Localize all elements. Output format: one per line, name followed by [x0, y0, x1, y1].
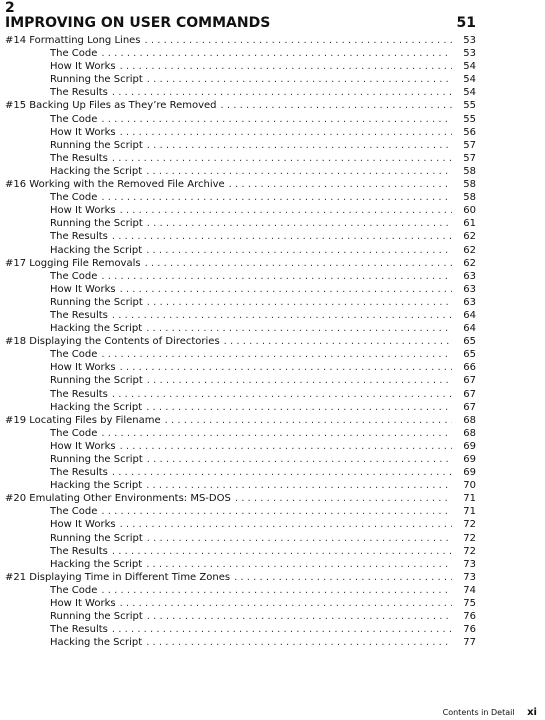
toc-entry[interactable]: [5, 178, 476, 191]
toc-entry-label: How It Works: [50, 519, 116, 531]
toc-entry-page-number: 57: [463, 139, 476, 151]
toc-subentry[interactable]: [5, 597, 476, 610]
dot-leader: [147, 296, 452, 309]
toc-subentry[interactable]: [5, 623, 476, 636]
toc-entry-page-number: 72: [463, 545, 476, 557]
toc-subentry[interactable]: [5, 113, 476, 126]
toc-entry[interactable]: [5, 335, 476, 348]
toc-entry-label: The Results: [50, 152, 108, 164]
toc-entry-label: The Results: [50, 309, 108, 321]
toc-entry-label: How It Works: [50, 126, 116, 138]
dot-leader: [120, 283, 452, 296]
toc-entry-label: Running the Script: [50, 611, 143, 623]
dot-leader: [224, 335, 452, 348]
toc-entry-page-number: 55: [463, 113, 476, 125]
footer-page-number: xi: [527, 707, 537, 718]
toc-entry-page-number: 53: [463, 35, 476, 46]
toc-entry-label: #20 Emulating Other Environments: MS-DOS: [5, 493, 231, 505]
toc-entry[interactable]: [5, 571, 476, 584]
toc-entry-page-number: 65: [463, 349, 476, 361]
dot-leader: [112, 230, 452, 243]
dot-leader: [101, 584, 452, 597]
toc-subentry[interactable]: [5, 165, 476, 178]
toc-entry-label: Hacking the Script: [50, 165, 143, 177]
toc-entry[interactable]: [5, 492, 476, 505]
toc-entry-page-number: 64: [463, 309, 476, 321]
dot-leader: [147, 453, 452, 466]
toc-entry-page-number: 69: [463, 454, 476, 465]
footer-label: Contents in Detail: [442, 708, 515, 717]
toc-subentry[interactable]: [5, 584, 476, 597]
dot-leader: [145, 34, 452, 47]
dot-leader: [101, 505, 452, 518]
dot-leader: [112, 152, 452, 165]
dot-leader: [146, 558, 452, 571]
page-footer: [443, 707, 537, 719]
toc-subentry[interactable]: [5, 610, 476, 623]
toc-subentry[interactable]: [5, 60, 476, 73]
toc-entry-label: How It Works: [50, 362, 116, 374]
toc-entry-page-number: 76: [463, 611, 476, 623]
toc-entry-label: Hacking the Script: [50, 637, 143, 649]
dot-leader: [120, 126, 452, 139]
toc-subentry[interactable]: [5, 518, 476, 531]
toc-entry-page-number: 54: [463, 61, 476, 73]
toc-entry-label: Hacking the Script: [50, 480, 143, 492]
toc-entry-page-number: 70: [463, 480, 476, 492]
toc-entry-label: How It Works: [50, 205, 116, 217]
toc-subentry[interactable]: [5, 427, 476, 440]
toc-entry-page-number: 67: [463, 401, 476, 413]
dot-leader: [112, 86, 452, 99]
toc-entry-label: Running the Script: [50, 139, 143, 151]
toc-entry-page-number: 54: [463, 74, 476, 86]
toc-entry-label: #16 Working with the Removed File Archive: [5, 179, 225, 191]
toc-subentry[interactable]: [5, 545, 476, 558]
toc-entry-label: Running the Script: [50, 454, 143, 465]
dot-leader: [146, 636, 452, 649]
toc-entry-page-number: 63: [463, 296, 476, 308]
toc-entry-page-number: 71: [463, 493, 476, 505]
dot-leader: [145, 257, 452, 270]
toc-entry-page-number: 73: [463, 558, 476, 570]
toc-entry-page-number: 57: [463, 152, 476, 164]
toc-entry-label: Hacking the Script: [50, 323, 143, 335]
toc-entry-page-number: 63: [463, 270, 476, 282]
toc-entry-label: The Results: [50, 87, 108, 99]
table-of-contents: [5, 34, 476, 649]
toc-entry-label: The Code: [50, 584, 98, 596]
toc-subentry[interactable]: [5, 479, 476, 492]
dot-leader: [146, 401, 452, 414]
dot-leader: [147, 217, 452, 230]
toc-entry-label: #19 Locating Files by Filename: [5, 414, 161, 426]
toc-subentry[interactable]: [5, 636, 476, 649]
dot-leader: [112, 623, 452, 636]
toc-entry-page-number: 54: [463, 87, 476, 99]
toc-subentry[interactable]: [5, 309, 476, 322]
toc-entry-page-number: 73: [463, 571, 476, 583]
dot-leader: [120, 518, 452, 531]
toc-subentry[interactable]: [5, 47, 476, 60]
toc-subentry[interactable]: [5, 440, 476, 453]
dot-leader: [229, 178, 452, 191]
dot-leader: [101, 191, 452, 204]
dot-leader: [147, 532, 452, 545]
toc-entry-label: Running the Script: [50, 375, 143, 387]
dot-leader: [221, 99, 452, 112]
dot-leader: [101, 113, 452, 126]
dot-leader: [112, 466, 452, 479]
dot-leader: [146, 165, 452, 178]
toc-subentry[interactable]: [5, 139, 476, 152]
toc-entry-page-number: 62: [463, 244, 476, 256]
toc-entry-label: The Code: [50, 113, 98, 125]
toc-entry-page-number: 55: [463, 100, 476, 112]
toc-entry-page-number: 63: [463, 283, 476, 295]
toc-entry-label: How It Works: [50, 61, 116, 73]
toc-entry-label: The Code: [50, 506, 98, 518]
toc-subentry[interactable]: [5, 152, 476, 165]
dot-leader: [234, 571, 452, 584]
toc-entry[interactable]: [5, 99, 476, 112]
toc-subentry[interactable]: [5, 244, 476, 257]
toc-subentry[interactable]: [5, 348, 476, 361]
toc-entry-page-number: 76: [463, 624, 476, 636]
toc-entry-page-number: 61: [463, 218, 476, 230]
toc-entry-label: The Results: [50, 545, 108, 557]
toc-entry-label: #15 Backing Up Files as They’re Removed: [5, 100, 217, 112]
toc-entry-page-number: 69: [463, 467, 476, 479]
toc-entry-label: #17 Logging File Removals: [5, 257, 141, 269]
toc-entry-label: The Results: [50, 467, 108, 479]
dot-leader: [120, 204, 452, 217]
toc-entry-label: Hacking the Script: [50, 244, 143, 256]
toc-entry-page-number: 67: [463, 375, 476, 387]
toc-entry-label: Hacking the Script: [50, 401, 143, 413]
toc-entry-label: #21 Displaying Time in Different Time Zones: [5, 571, 231, 583]
toc-entry-label: The Code: [50, 270, 98, 282]
dot-leader: [101, 47, 452, 60]
toc-entry-page-number: 71: [463, 506, 476, 518]
chapter-page-number: 51: [456, 15, 476, 31]
toc-subentry[interactable]: [5, 466, 476, 479]
dot-leader: [147, 374, 452, 387]
toc-entry-page-number: 56: [463, 126, 476, 138]
toc-subentry[interactable]: [5, 401, 476, 414]
toc-subentry[interactable]: [5, 505, 476, 518]
toc-entry-label: Hacking the Script: [50, 558, 143, 570]
toc-subentry[interactable]: [5, 86, 476, 99]
toc-subentry[interactable]: [5, 270, 476, 283]
toc-entry-page-number: 69: [463, 440, 476, 452]
toc-entry-label: The Results: [50, 624, 108, 636]
dot-leader: [101, 348, 452, 361]
toc-subentry[interactable]: [5, 388, 476, 401]
dot-leader: [147, 139, 452, 152]
toc-subentry[interactable]: [5, 532, 476, 545]
toc-subentry[interactable]: [5, 558, 476, 571]
toc-entry-label: Running the Script: [50, 218, 143, 230]
dot-leader: [235, 492, 452, 505]
toc-entry-label: The Results: [50, 388, 108, 400]
toc-entry-label: Running the Script: [50, 296, 143, 308]
toc-entry-page-number: 58: [463, 192, 476, 204]
toc-entry-page-number: 72: [463, 532, 476, 544]
dot-leader: [112, 309, 452, 322]
toc-entry-page-number: 68: [463, 427, 476, 439]
dot-leader: [120, 597, 452, 610]
toc-entry-page-number: 68: [463, 414, 476, 426]
toc-entry-label: The Results: [50, 231, 108, 243]
dot-leader: [101, 270, 452, 283]
dot-leader: [165, 414, 452, 427]
toc-entry-page-number: 65: [463, 336, 476, 348]
toc-entry[interactable]: [5, 34, 476, 47]
dot-leader: [146, 479, 452, 492]
toc-subentry[interactable]: [5, 126, 476, 139]
dot-leader: [147, 610, 452, 623]
toc-subentry[interactable]: [5, 453, 476, 466]
toc-subentry[interactable]: [5, 374, 476, 387]
toc-subentry[interactable]: [5, 322, 476, 335]
toc-entry-label: How It Works: [50, 440, 116, 452]
toc-entry-page-number: 75: [463, 598, 476, 610]
toc-entry-label: The Code: [50, 192, 98, 204]
toc-subentry[interactable]: [5, 296, 476, 309]
toc-entry-page-number: 72: [463, 519, 476, 531]
toc-entry-page-number: 66: [463, 362, 476, 374]
toc-subentry[interactable]: [5, 191, 476, 204]
toc-entry-label: How It Works: [50, 283, 116, 295]
toc-entry-page-number: 53: [463, 48, 476, 60]
dot-leader: [101, 427, 452, 440]
toc-entry[interactable]: [5, 257, 476, 270]
dot-leader: [120, 440, 452, 453]
dot-leader: [146, 322, 452, 335]
toc-entry-page-number: 62: [463, 231, 476, 243]
dot-leader: [120, 60, 452, 73]
toc-entry-page-number: 58: [463, 179, 476, 191]
dot-leader: [120, 361, 452, 374]
toc-subentry[interactable]: [5, 361, 476, 374]
toc-entry-label: The Code: [50, 48, 98, 60]
toc-entry[interactable]: [5, 414, 476, 427]
dot-leader: [112, 388, 452, 401]
toc-entry-label: How It Works: [50, 598, 116, 610]
toc-subentry[interactable]: [5, 204, 476, 217]
toc-subentry[interactable]: [5, 230, 476, 243]
toc-entry-label: #18 Displaying the Contents of Directories: [5, 336, 220, 348]
dot-leader: [147, 73, 452, 86]
dot-leader: [112, 545, 452, 558]
chapter-title: IMPROVING ON USER COMMANDS: [5, 15, 271, 31]
dot-leader: [146, 244, 452, 257]
toc-entry-label: The Code: [50, 349, 98, 361]
toc-entry-page-number: 74: [463, 584, 476, 596]
toc-entry-page-number: 64: [463, 323, 476, 335]
toc-entry-label: Running the Script: [50, 74, 143, 86]
toc-subentry[interactable]: [5, 283, 476, 296]
toc-entry-label: The Code: [50, 427, 98, 439]
chapter-number: 2: [5, 0, 15, 16]
toc-entry-page-number: 62: [463, 257, 476, 269]
toc-entry-label: Running the Script: [50, 532, 143, 544]
chapter-heading: [5, 14, 476, 32]
toc-entry-page-number: 67: [463, 388, 476, 400]
toc-entry-page-number: 58: [463, 165, 476, 177]
toc-entry-label: #14 Formatting Long Lines: [5, 35, 141, 46]
toc-entry-page-number: 77: [463, 637, 476, 649]
toc-subentry[interactable]: [5, 217, 476, 230]
toc-entry-page-number: 60: [463, 205, 476, 217]
toc-subentry[interactable]: [5, 73, 476, 86]
